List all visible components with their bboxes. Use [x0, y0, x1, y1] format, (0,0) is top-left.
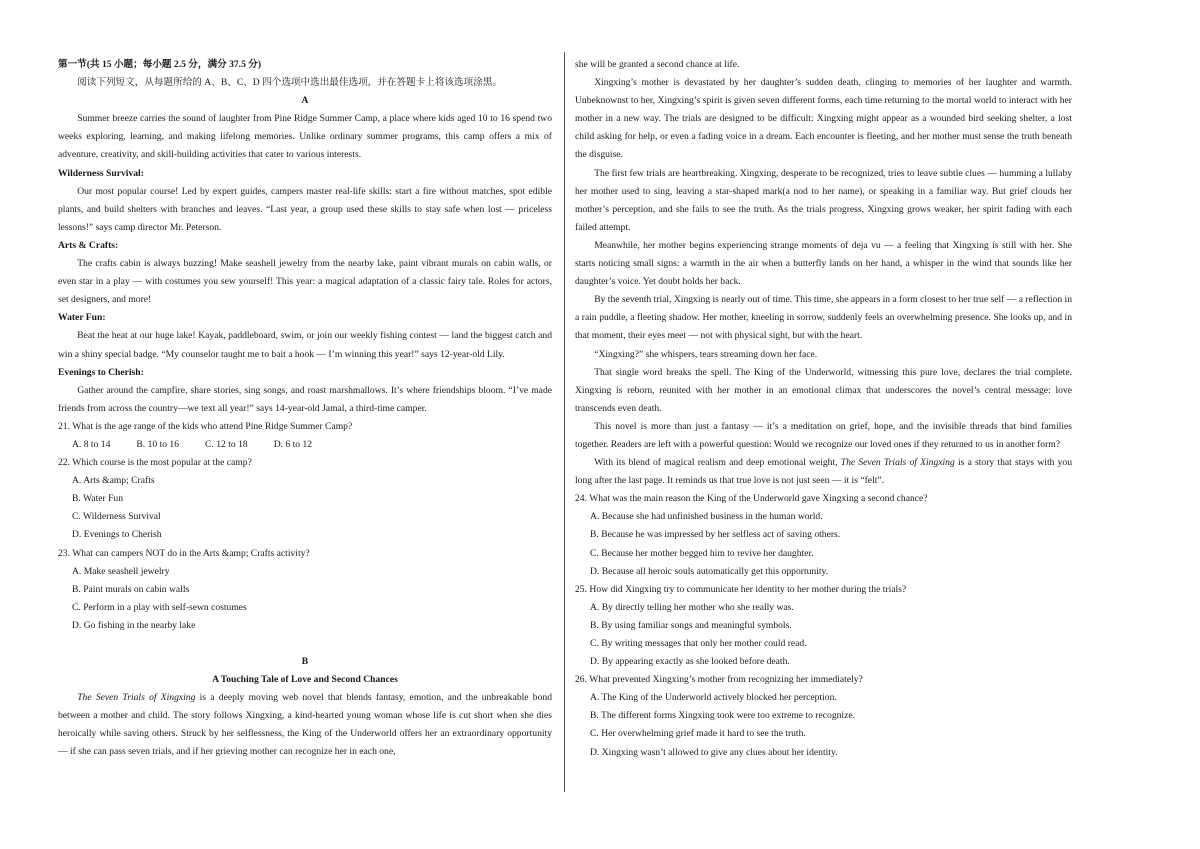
novel-title: The Seven Trials of Xingxing	[840, 457, 955, 469]
option-d: D. 6 to 12	[273, 438, 313, 450]
section-arts-text: The crafts cabin is always buzzing! Make seashell jewelry from the nearby lake, paint vibrant murals on cabin walls, or even star in a play — with costumes you sew yourself! This year: a magical adaptation of a classic fairy tale. Roles for actors, set designers, and more!	[58, 258, 552, 306]
passage-b-title: A Touching Tale of Love and Second Chances	[212, 674, 398, 686]
question-25: 25. How did Xingxing try to communicate her identity to her mother during the trials?	[575, 583, 907, 595]
question-26: 26. What prevented Xingxing’s mother from recognizing her immediately?	[575, 674, 863, 686]
option-d: D. By appearing exactly as she looked before death.	[590, 656, 790, 668]
option-c: C. Her overwhelming grief made it hard to see the truth.	[590, 728, 806, 740]
option-c: C. Because her mother begged him to revive her daughter.	[590, 547, 814, 559]
question-23: 23. What can campers NOT do in the Arts &amp; Crafts activity?	[58, 547, 310, 559]
option-a: A. Because she had unfinished business in the human world.	[590, 511, 823, 523]
left-column	[58, 56, 552, 762]
option-a: A. Make seashell jewelry	[72, 565, 170, 577]
passage-b-paragraph-3: The first few trials are heartbreaking. Xingxing, desperate to be recognized, tries to leave subtle clues — humming a lullaby her mother used to sing, leaving a star-shaped mark(a nod to her name), or speaking in a familiar way. But grief clouds her mother’s perception, and she fails to see the truth. As the trials progress, Xingxing grows weaker, her spirit fading with each failed attempt.	[575, 167, 1072, 233]
option-d: D. Because all heroic souls automatically get this opportunity.	[590, 565, 829, 577]
option-d: D. Xingxing wasn’t allowed to give any clues about her identity.	[590, 746, 838, 758]
option-b: B. Water Fun	[72, 493, 124, 505]
question-22: 22. Which course is the most popular at the camp?	[58, 457, 252, 469]
option-a: A. The King of the Underworld actively blocked her perception.	[590, 692, 837, 704]
section-water-text: Beat the heat at our huge lake! Kayak, paddleboard, swim, or join our weekly fishing contest — land the biggest catch and win a shiny special badge. “My counselor taught me to bait a hook — I’m winning this year!” says 12-year-old Lily.	[58, 330, 552, 360]
passage-a-letter: A	[301, 95, 309, 107]
option-d: D. Go fishing in the nearby lake	[72, 619, 196, 631]
question-21: 21. What is the age range of the kids who attend Pine Ridge Summer Camp?	[58, 420, 353, 432]
right-column	[575, 56, 1072, 762]
option-c: C. Wilderness Survival	[72, 511, 161, 523]
passage-b-letter: B	[301, 656, 309, 667]
passage-b-paragraph-4: Meanwhile, her mother begins experiencing strange moments of deja vu — a feeling that Xingxing is still with her. She starts noticing small signs: a warmth in the air when a butterfly lands on her hand, a whisper in the wind that sounds like her daughter’s voice. Yet doubt holds her back.	[575, 239, 1072, 288]
option-b: B. 10 to 16	[136, 438, 180, 450]
passage-b-paragraph-9: With its blend of magical realism and deep emotional weight, The Seven Trials of Xingxing is a story that stays with you long after the last page. It reminds us that true love is not just seen — it is “felt”.	[575, 457, 1073, 487]
option-c: C. 12 to 18	[205, 438, 248, 450]
question-24: 24. What was the main reason the King of the Underworld gave Xingxing a second chance?	[575, 493, 928, 505]
option-a: A. 8 to 14	[72, 438, 111, 450]
option-a: A. By directly telling her mother who she really was.	[590, 601, 794, 613]
option-d: D. Evenings to Cherish	[72, 529, 162, 541]
option-a: A. Arts &amp; Crafts	[72, 475, 155, 487]
section-water-title: Water Fun:	[58, 312, 106, 324]
passage-b-paragraph-5: By the seventh trial, Xingxing is nearly out of time. This time, she appears in a form closest to her true self — a reflection in a rain puddle, a fleeting shadow. Her mother, kneeling in sorrow, suddenly feels an overwhelming presence. She looks up, and in that moment, their eyes meet — not with physical sight, but with the heart.	[575, 294, 1072, 342]
question-21-options	[58, 436, 552, 454]
section-wilderness-text: Our most popular course! Led by expert guides, campers master real-life skills: start a fire without matches, spot edible plants, and build shelters with branches and leaves. “Last year, a group used these skills to stay safe when lost — priceless lessons!” says camp director Mr. Peterson.	[58, 185, 552, 233]
passage-b-paragraph-8: This novel is more than just a fantasy — it’s a meditation on grief, hope, and the invisible threads that bind families together. Readers are left with a powerful question: Would we recognize our loved ones if they returned to us in another form?	[575, 420, 1072, 450]
passage-b-paragraph-6: “Xingxing?” she whispers, tears streaming down her face.	[594, 348, 818, 360]
passage-b-paragraph-1: The Seven Trials of Xingxing is a deeply moving web novel that blends fantasy, emotion, and the unbreakable bond between a mother and child. The story follows Xingxing, a kind-hearted young woman whose life is cut short when she dies heroically while saving others. Struck by her selflessness, the King of the Underworld offers her an extraordinary opportunity — if she can pass seven trials, and if her grieving mother can recognize her in each one,	[58, 692, 552, 758]
passage-b-paragraph-2: Xingxing’s mother is devastated by her daughter’s sudden death, clinging to memories of her laughter and warmth. Unbeknownst to her, Xingxing’s spirit is given seven different forms, each time returning to the mortal world to interact with her mother in a new way. The trials are designed to be difficult: Xingxing might appear as a wounded bird seeking shelter, a lost child asking for help, or even a fading voice in a dream. Each encounter is fleeting, and her mother must sense the truth beneath the disguise.	[575, 77, 1072, 161]
option-b: B. Because he was impressed by her selfless act of saving others.	[590, 529, 841, 541]
section-evenings-text: Gather around the campfire, share stories, sing songs, and roast marshmallows. It’s where friendships bloom. “I’ve made friends from across the country—we text all year!” says 14-year-old Jamal, a third-time camper.	[58, 384, 552, 414]
column-divider	[564, 52, 565, 792]
section-evenings-title: Evenings to Cherish:	[58, 366, 144, 378]
section-arts-title: Arts & Crafts:	[58, 239, 119, 251]
novel-title: The Seven Trials of Xingxing	[77, 692, 196, 704]
option-c: C. By writing messages that only her mother could read.	[590, 638, 807, 649]
passage-b-paragraph-7: That single word breaks the spell. The King of the Underworld, witnessing this pure love, declares the trial complete. Xingxing is reborn, reunited with her mother in an emotional climax that underscores the novel’s central message: love transcends even death.	[575, 366, 1072, 414]
option-c: C. Perform in a play with self-sewn costumes	[72, 601, 247, 613]
option-b: B. The different forms Xingxing took were too extreme to recognize.	[590, 710, 855, 722]
passage-b-paragraph-1-continued: she will be granted a second chance at life.	[575, 59, 740, 70]
passage-a-intro: Summer breeze carries the sound of laughter from Pine Ridge Summer Camp, a place where kids aged 10 to 16 spend two weeks exploring, learning, and making lifelong memories. Unlike ordinary summer programs, this camp offers a mix of adventure, creativity, and skill-building activities that cater to various interests.	[58, 113, 552, 161]
option-b: B. Paint murals on cabin walls	[72, 583, 190, 595]
section-header: 第一节(共 15 小题；每小题 2.5 分，满分 37.5 分)	[58, 59, 262, 70]
option-b: B. By using familiar songs and meaningful symbols.	[590, 619, 792, 631]
section-wilderness-title: Wilderness Survival:	[58, 167, 144, 179]
instructions: 阅读下列短文，从每题所给的 A、B、C、D 四个选项中选出最佳选项，并在答题卡上将该选项涂黑。	[77, 77, 502, 89]
